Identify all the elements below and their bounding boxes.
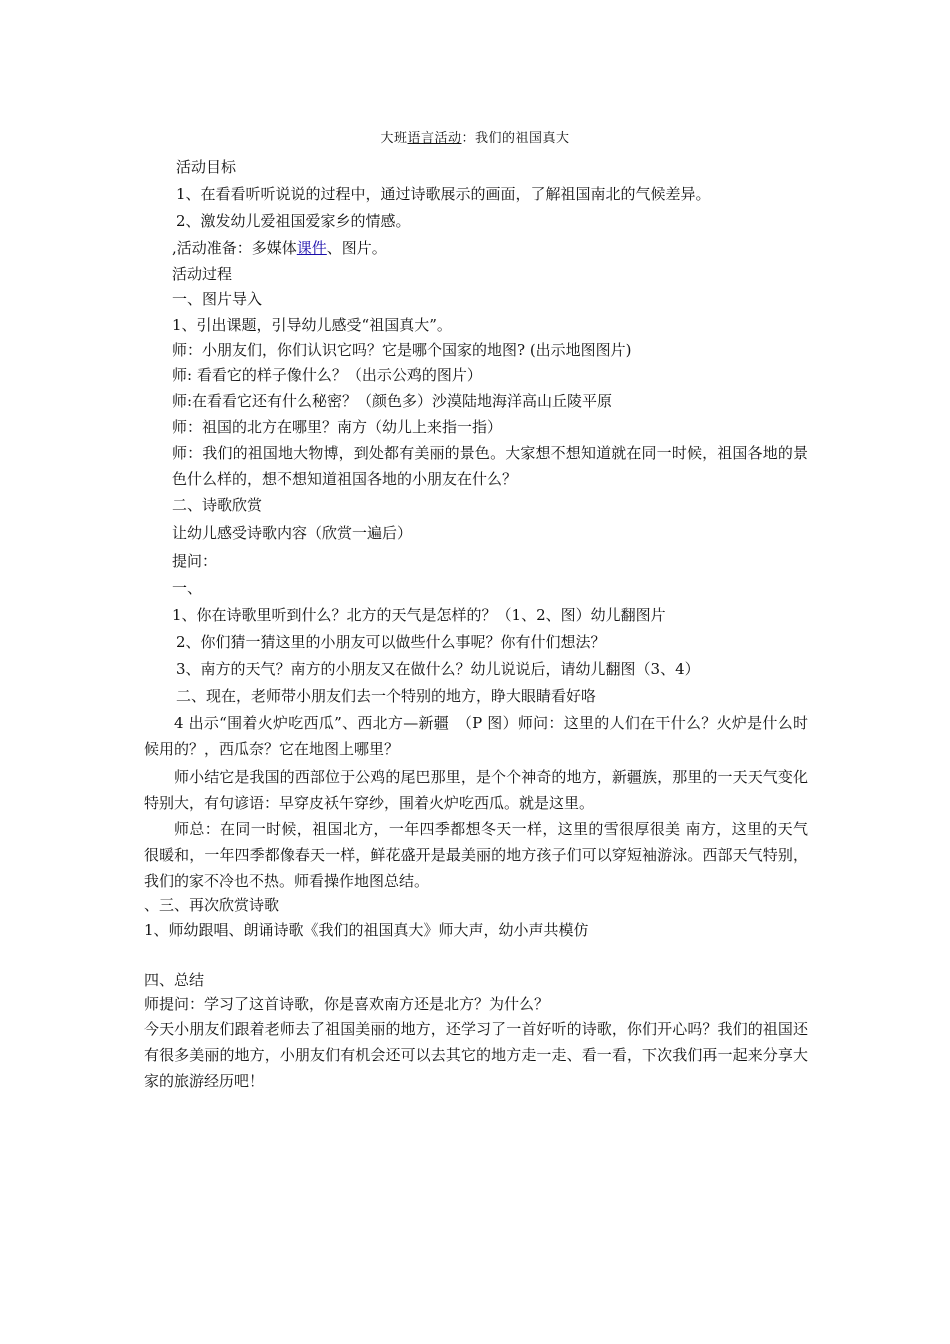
section-2-part-one: 一、 [172, 579, 203, 597]
section-1-heading: 一、图片导入 [172, 290, 263, 308]
title-prefix: 大班 [380, 131, 408, 146]
section-4-heading: 四、总结 [144, 971, 205, 989]
section-2-item-4: 4 出示“围着火炉吃西瓜”、西北方—新疆 （P 图）师问：这里的人们在干什么？火炉是什么时候用的？，西瓜奈？它在地图上哪里？ [144, 714, 808, 758]
section-2-summary: 师小结它是我国的西部位于公鸡的尾巴那里，是个个神奇的地方，新疆族，那里的一天天气变化特别大，有句谚语：早穿皮袄午穿纱，围着火炉吃西瓜。就是这里。 [144, 768, 808, 812]
section-1-question-1: 师：小朋友们，你们认识它吗？它是哪个国家的地图? (出示地图图片) [172, 341, 632, 359]
courseware-link[interactable]: 课件 [296, 239, 327, 257]
goal-2: 2、激发幼儿爱祖国爱家乡的情感。 [176, 212, 411, 230]
goal-1: 1、在看看听听说说的过程中，通过诗歌展示的画面，了解祖国南北的气候差异。 [176, 185, 711, 203]
title-underlined: 语言活动 [407, 131, 462, 146]
section-2-question-3: 3、南方的天气？南方的小朋友又在做什么？幼儿说说后，请幼儿翻图（3、4） [176, 660, 700, 678]
section-2-part-two: 二、现在，老师带小朋友们去一个特别的地方，睁大眼睛看好咯 [176, 687, 597, 705]
document-title [0, 129, 950, 149]
section-1-question-3: 师:在看看它还有什么秘密？（颜色多）沙漠陆地海洋高山丘陵平原 [172, 392, 613, 410]
section-2-question-1: 1、你在诗歌里听到什么？北方的天气是怎样的？（1、2、图）幼儿翻图片 [172, 606, 666, 624]
goals-heading: 活动目标 [176, 158, 237, 176]
section-1-question-5: 师：我们的祖国地大物博，到处都有美丽的景色。大家想不想知道就在同一时候，祖国各地的景色什么样的，想不想知道祖国各地的小朋友在什么？ [172, 444, 808, 488]
prep-suffix: 、图片。 [326, 239, 387, 257]
section-3-item-1: 1、师幼跟唱、朗诵诗歌《我们的祖国真大》师大声，幼小声共模仿 [144, 921, 589, 939]
prep-prefix: ,活动准备：多媒体 [172, 239, 297, 257]
section-1-item-1: 1、引出课题，引导幼儿感受“祖国真大”。 [172, 316, 452, 334]
section-2-total: 师总：在同一时候，祖国北方，一年四季都想冬天一样，这里的雪很厚很美 南方，这里的天气很暖和，一年四季都像春天一样，鲜花盛开是最美丽的地方孩子们可以穿短袖游泳。西部天气特别，我们的家不冷也不热。师看操作地图总结。 [144, 820, 808, 890]
section-4-question: 师提问：学习了这首诗歌，你是喜欢南方还是北方？为什么？ [144, 995, 550, 1013]
section-1-question-4: 师：祖国的北方在哪里？南方（幼儿上来指一指） [172, 418, 503, 436]
section-4-ending: 今天小朋友们跟着老师去了祖国美丽的地方，还学习了一首好听的诗歌，你们开心吗？我们的祖国还有很多美丽的地方，小朋友们有机会还可以去其它的地方走一走、看一看，下次我们再一起来分享大家的旅游经历吧！ [144, 1020, 808, 1090]
section-2-question-2: 2、你们猜一猜这里的小朋友可以做些什么事呢？你有什们想法？ [176, 633, 606, 651]
preparation-line [172, 237, 387, 259]
section-2-line-1: 让幼儿感受诗歌内容（欣赏一遍后） [172, 524, 413, 542]
title-suffix: ：我们的祖国真大 [461, 131, 570, 146]
section-1-question-2: 师: 看看它的样子像什么？（出示公鸡的图片） [172, 366, 482, 384]
section-2-ask: 提问： [172, 552, 218, 570]
section-2-heading: 二、诗歌欣赏 [172, 496, 263, 514]
section-3-heading: 、三、再次欣赏诗歌 [144, 896, 280, 914]
process-heading: 活动过程 [172, 265, 233, 283]
